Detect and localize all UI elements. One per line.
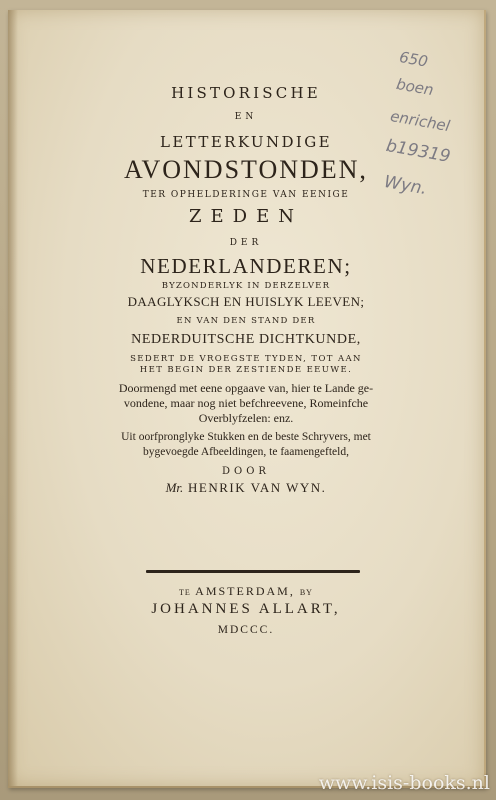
subtitle-line-1: Doormengd met eene opgaave van, hier te Lande ge- (118, 381, 374, 395)
title-line-letterkundige: LETTERKUNDIGE (160, 133, 332, 151)
divider-rule (146, 570, 360, 573)
title-line-der: DER (229, 238, 263, 248)
pencil-note-1: 650 (397, 48, 430, 71)
author-name: HENRIK VAN WYN. (188, 480, 327, 495)
title-line-en: EN (234, 112, 258, 122)
imprint-city: AMSTERDAM, (195, 584, 295, 598)
subtitle-line-3: Overblyfzelen: enz. (198, 411, 294, 425)
imprint-year: MDCCC. (217, 624, 275, 636)
imprint-block (8, 584, 484, 636)
title-line-en-van-den-stand: EN VAN DEN STAND DER (176, 316, 316, 326)
title-line-nederlanderen: NEDERLANDEREN; (140, 254, 352, 278)
title-line-daaglyksch: DAAGLYKSCH EN HUISLYK LEEVEN; (127, 294, 365, 309)
title-line-byzonderlyk: BYZONDERLYK IN DERZELVER (161, 281, 331, 291)
title-line-avondstonden: AVONDSTONDEN, (124, 155, 368, 184)
imprint-printer: JOHANNES ALLART, (151, 601, 341, 617)
title-line-zeden: ZEDEN (189, 206, 303, 227)
pencil-note-5: Wyn. (382, 172, 429, 200)
author-prefix: Mr. (165, 480, 184, 495)
title-line-sedert: SEDERT DE VROEGSTE TYDEN, TOT AAN (130, 354, 362, 364)
imprint-place (8, 584, 484, 599)
imprint-by: BY (299, 588, 313, 597)
title-line-nederduitsche: NEDERDUITSCHE DICHTKUNDE, (131, 332, 361, 347)
pencil-note-2: boen (394, 75, 435, 100)
pencil-note-4: b19319 (384, 136, 452, 167)
subtitle-line-2: vondene, maar nog niet befchreevene, Romeinfche (123, 396, 369, 410)
title-page (8, 10, 486, 788)
door-label: DOOR (222, 466, 270, 477)
pencil-note-3: enrichel (388, 107, 452, 136)
imprint-te: TE (179, 588, 191, 597)
title-line-het-begin: HET BEGIN DER ZESTIENDE EEUWE. (139, 365, 353, 375)
sources-line-1: Uit oorfpronglyke Stukken en de beste Schryvers, met (121, 431, 371, 443)
watermark: www.isis-books.nl (318, 772, 490, 794)
sources-paragraph (8, 430, 484, 460)
author-line (8, 480, 484, 496)
title-line-ter-opheldering: TER OPHELDERINGE VAN EENIGE (142, 190, 350, 200)
sources-line-2: bygevoegde Afbeeldingen, te faamengefteld, (143, 446, 349, 458)
title-line-historische: HISTORISCHE (171, 84, 321, 102)
subtitle-paragraph (8, 381, 484, 426)
